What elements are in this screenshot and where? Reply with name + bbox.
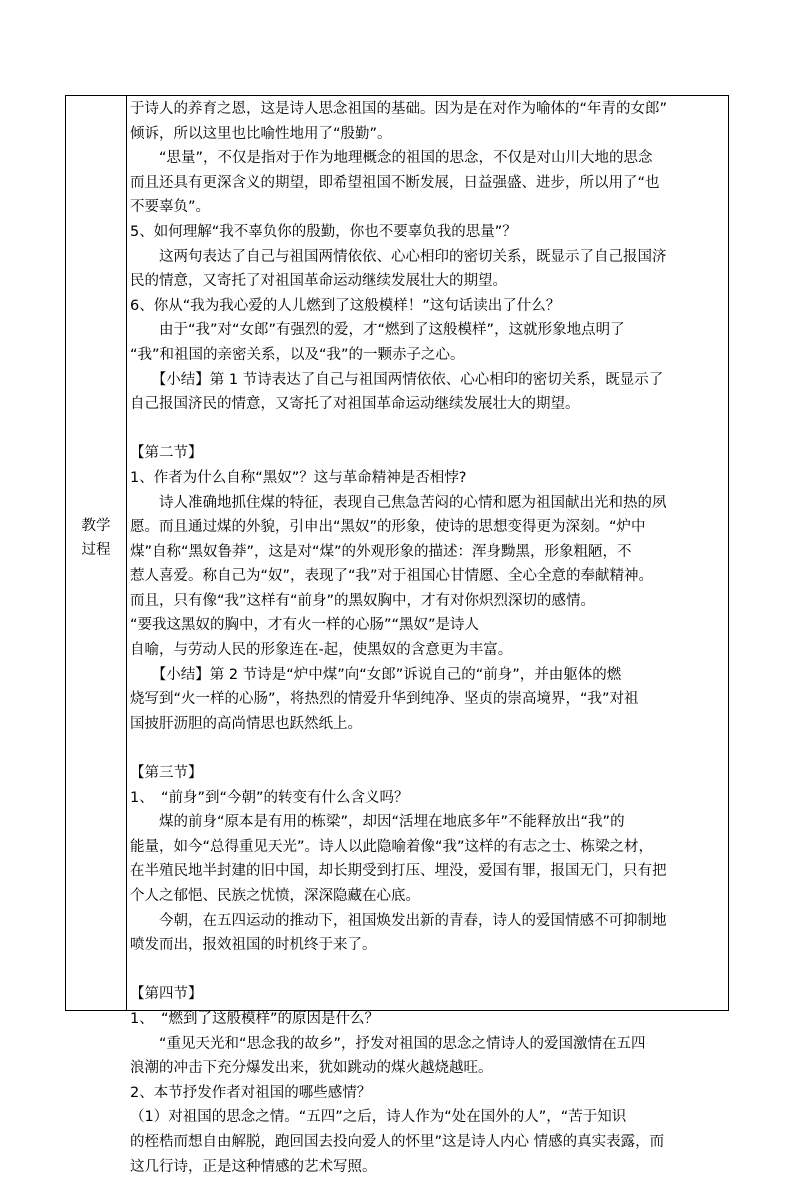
text-line: 2、本节抒发作者对祖国的哪些感情？: [130, 1084, 372, 1101]
text-line: “我”和祖国的亲密关系，以及“我”的一颗赤子之心。: [130, 346, 465, 363]
column-divider: [126, 96, 127, 1010]
text-line: 【小结】第 2 节诗是“炉中煤”向“女郎”诉说自己的“前身”，并由躯体的燃: [130, 666, 622, 683]
text-line: “重见天光和“思念我的故乡”，抒发对祖国的思念之情诗人的爱国激情在五四: [130, 1035, 646, 1052]
text-line: 【第二节】: [130, 445, 203, 462]
text-line: 国披肝沥胆的高尚情思也跃然纸上。: [130, 715, 362, 732]
blank-line: [130, 958, 724, 983]
text-line: 倾诉，所以这里也比喻性地用了“殷勤”。: [130, 125, 392, 142]
text-line: 的桎梏而想自由解脱，跑回国去投向爱人的怀里”这是诗人内心 情感的真实表露，而: [130, 1133, 665, 1150]
text-line: 愿。而且通过煤的外貌，引申出“黑奴”的形象，使诗的思想变得更为深刻。“炉中: [130, 519, 646, 536]
text-line: （1）对祖国的思念之情。“五四”之后，诗人作为“处在国外的人”，“苦于知识: [130, 1109, 627, 1126]
section-label-cell: [66, 96, 126, 1010]
section-label-line: 教学: [81, 518, 111, 534]
text-line: 能量，如今“总得重见天光”。诗人以此隐喻着像“我”这样的有志之士、栋梁之材，: [130, 838, 654, 855]
text-line: 不要辜负”。: [130, 199, 211, 216]
text-line: 喷发而出，报效祖国的时机终于来了。: [130, 937, 377, 954]
blank-line: [130, 736, 724, 761]
text-line: 个人之郁悒、民族之忧愤，深深隐藏在心底。: [130, 888, 420, 904]
text-line: “要我这黑奴的胸中，才有火一样的心肠”“黑奴”是诗人: [130, 617, 480, 634]
text-line: 而且，只有像“我”这样有“前身”的黑奴胸中，才有对你炽烈深切的感情。: [130, 592, 596, 609]
text-line: 煤”自称“黑奴鲁莽”，这是对“煤”的外观形象的描述：浑身黝黑，形象粗陋，不: [130, 543, 632, 560]
text-line: 浪潮的冲击下充分爆发出来，犹如跳动的煤火越烧越旺。: [130, 1060, 493, 1077]
section-label: [82, 514, 111, 562]
content-cell: [130, 97, 724, 1179]
text-line: 这两句表达了自己与祖国两情依依、心心相印的密切关系，既显示了自己报国济: [130, 248, 667, 265]
lesson-table: [65, 95, 729, 1175]
text-line: 民的情意，又寄托了对祖国革命运动继续发展壮大的期望。: [130, 273, 507, 290]
text-line: 惹人喜爱。称自己为“奴”，表现了“我”对于祖国心甘情愿、全心全意的奉献精神。: [130, 568, 654, 585]
text-line: 1、 “燃到了这般模样”的原因是什么？: [130, 1010, 379, 1027]
text-line: 今朝，在五四运动的推动下，祖国焕发出新的青春，诗人的爱国情感不可抑制地: [130, 912, 667, 929]
text-line: 于诗人的养育之恩，这是诗人思念祖国的基础。因为是在对作为喻体的“年青的女郎”: [130, 101, 668, 117]
text-line: 由于“我”对“女郎”有强烈的爱，才“燃到了这般模样”，这就形象地点明了: [130, 322, 625, 339]
text-line: 【第四节】: [130, 986, 203, 1003]
text-line: 1、作者为什么自称“黑奴”？这与革命精神是否相悖?: [130, 469, 467, 486]
text-line: 自喻，与劳动人民的形象连在-起，使黑奴的含意更为丰富。: [130, 642, 513, 659]
section-label-line: 过程: [81, 542, 111, 558]
text-line: 诗人准确地抓住煤的特征，表现自己焦急苦闷的心情和愿为祖国献出光和热的夙: [130, 494, 667, 511]
text-line: 在半殖民地半封建的旧中国，却长期受到打压、埋没，爱国有罪，报国无门，只有把: [130, 863, 667, 880]
text-line: 6、你从“我为我心爱的人儿燃到了这般模样！”这句话读出了什么？: [130, 297, 561, 314]
text-line: 这几行诗，正是这种情感的艺术写照。: [130, 1158, 377, 1175]
text-line: 【第三节】: [130, 765, 203, 782]
text-line: “思量”，不仅是指对于作为地理概念的祖国的思念，不仅是对山川大地的思念: [130, 150, 653, 167]
blank-line: [130, 417, 724, 442]
text-line: 煤的前身“原本是有用的栋梁”，却因“活埋在地底多年”不能释放出“我”的: [130, 814, 625, 831]
text-line: 1、 “前身”到“今朝”的转变有什么含义吗？: [130, 789, 409, 806]
text-line: 自己报国济民的情意，又寄托了对祖国革命运动继续发展壮大的期望。: [130, 396, 580, 413]
text-line: 而且还具有更深含义的期望，即希望祖国不断发展，日益强盛、进步，所以用了“也: [130, 174, 660, 191]
text-line: 烧写到“火一样的心肠”，将热烈的情爱升华到纯净、坚贞的崇高境界，“我”对祖: [130, 691, 639, 708]
text-line: 【小结】第 1 节诗表达了自己与祖国两情依依、心心相印的密切关系，既显示了: [130, 371, 664, 388]
text-line: 5、如何理解“我不辜负你的殷勤，你也不要辜负我的思量”？: [130, 223, 517, 240]
